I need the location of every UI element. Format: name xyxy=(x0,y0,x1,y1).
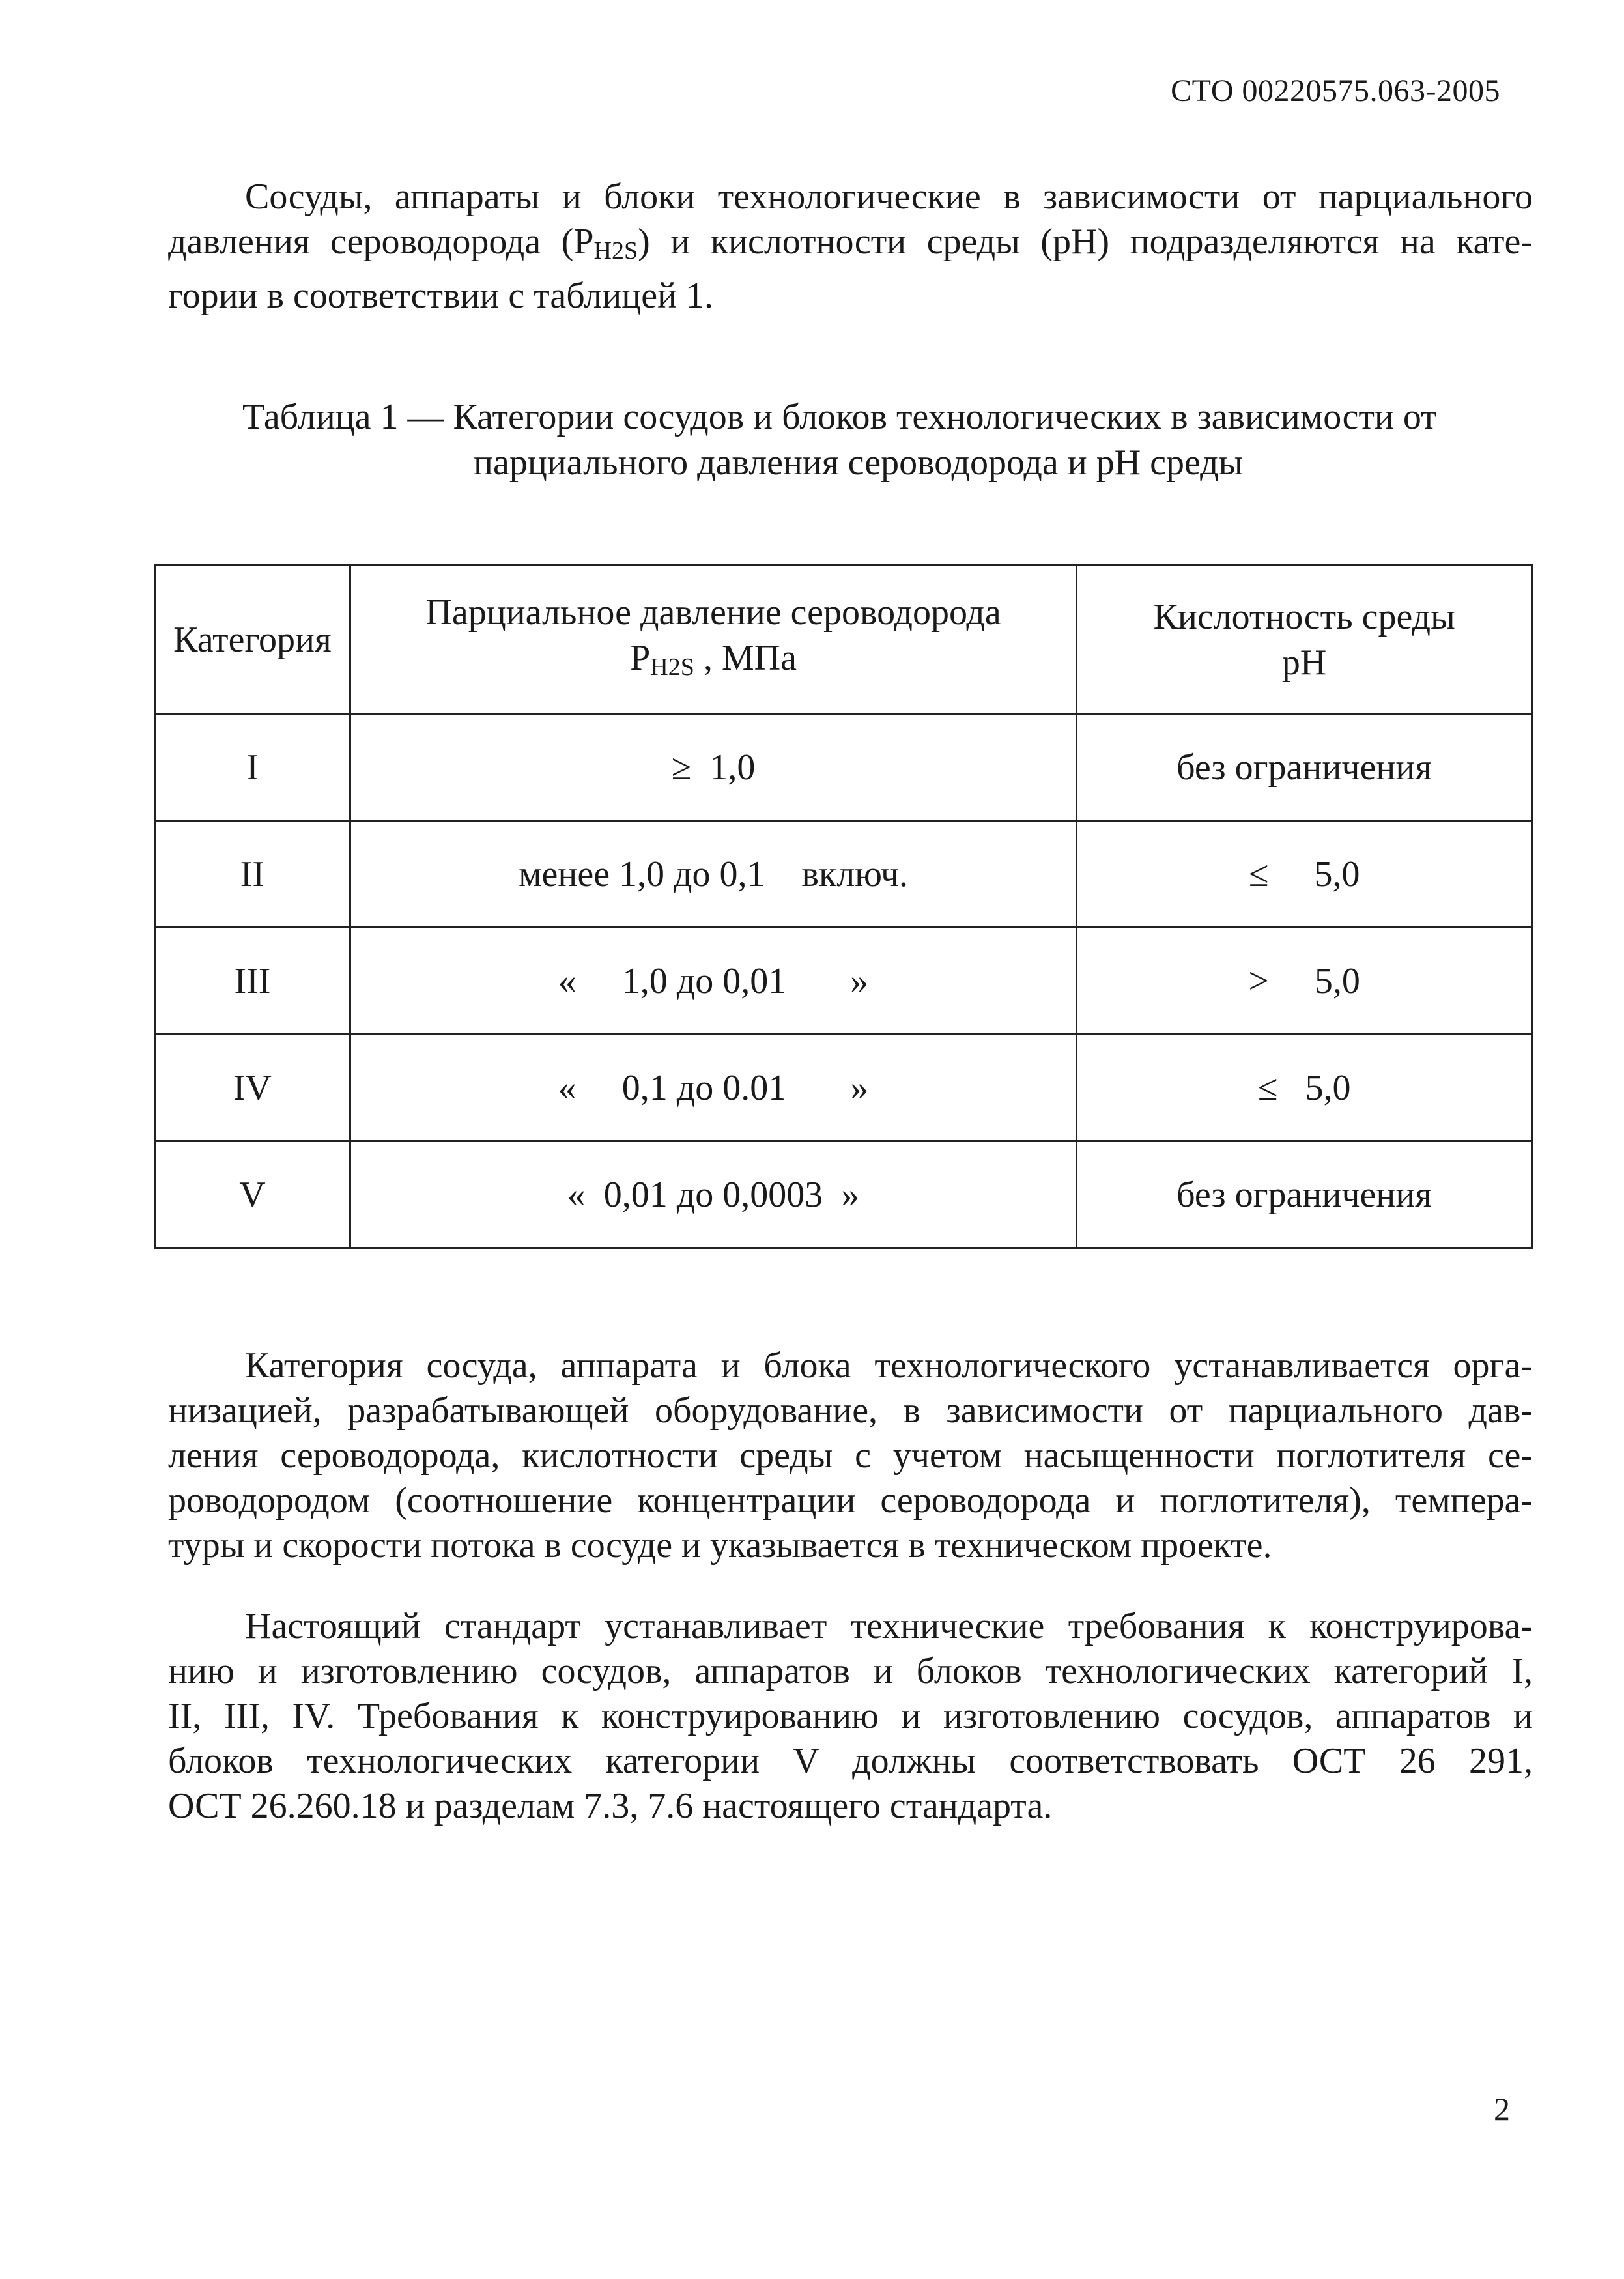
table-caption-line-2: парциального давления сероводорода и pH среды xyxy=(474,442,1244,483)
table-row xyxy=(155,714,1532,821)
cell-ph: > 5,0 xyxy=(1077,928,1532,1035)
cell-category: II xyxy=(155,821,350,928)
cell-ph: ≤ 5,0 xyxy=(1077,1035,1532,1141)
cell-category: IV xyxy=(155,1035,350,1141)
table-row xyxy=(155,1141,1532,1248)
paragraph-line: блоков технологических категории V должны соответствовать ОСТ 26 291, xyxy=(168,1741,1533,1781)
cell-ph: без ограничения xyxy=(1077,714,1532,821)
paragraph-line: Категория сосуда, аппарата и блока технологического устанавливается орга- xyxy=(245,1345,1533,1386)
cell-pressure: « 0,01 до 0,0003 » xyxy=(350,1141,1076,1248)
intro-line-3: гории в соответствии с таблицей 1. xyxy=(168,276,714,316)
intro-line-1: Сосуды, аппараты и блоки технологические в зависимости от парциального xyxy=(245,177,1533,217)
table-row xyxy=(155,821,1532,928)
table-caption xyxy=(242,394,1545,485)
cell-category: III xyxy=(155,928,350,1035)
header-pressure: Парциальное давление сероводорода $P_{H2S}$ , МПа xyxy=(350,566,1076,714)
cell-pressure: « 1,0 до 0,01 » xyxy=(350,928,1076,1035)
cell-pressure: ≥ 1,0 xyxy=(350,714,1076,821)
category-paragraph xyxy=(168,1343,1533,1568)
paragraph-line: нию и изготовлению сосудов, аппаратов и блоков технологических категорий I, xyxy=(168,1651,1533,1691)
standard-scope-paragraph xyxy=(168,1604,1533,1829)
paragraph-line: ОСТ 26.260.18 и разделам 7.3, 7.6 настоящего стандарта. xyxy=(168,1786,1053,1826)
intro-line-2: давления сероводорода $(P_{H2S})$ и кислотности среды (pH) подразделяются на кате- xyxy=(168,222,1533,265)
cell-pressure: менее 1,0 до 0,1 включ. xyxy=(350,821,1076,928)
page-number: 2 xyxy=(1494,2091,1510,2127)
paragraph-line: роводородом (соотношение концентрации сероводорода и поглотителя), темпера- xyxy=(168,1480,1533,1521)
document-code: СТО 00220575.063-2005 xyxy=(1171,74,1500,108)
paragraph-line: ления сероводорода, кислотности среды с учетом насыщенности поглотителя се- xyxy=(168,1435,1533,1476)
paragraph-line: Настоящий стандарт устанавливает технические требования к конструирова- xyxy=(245,1606,1533,1646)
cell-category: I xyxy=(155,714,350,821)
header-category: Категория xyxy=(155,566,350,714)
cell-pressure: « 0,1 до 0.01 » xyxy=(350,1035,1076,1141)
table-row xyxy=(155,928,1532,1035)
cell-category: V xyxy=(155,1141,350,1248)
paragraph-line: туры и скорости потока в сосуде и указывается в техническом проекте. xyxy=(168,1525,1272,1566)
cell-ph: без ограничения xyxy=(1077,1141,1532,1248)
table-caption-line-1: Таблица 1 — Категории сосудов и блоков технологических в зависимости от xyxy=(242,397,1437,437)
table-row xyxy=(155,1035,1532,1141)
table-header-row xyxy=(155,566,1532,714)
paragraph-line: низацией, разрабатывающей оборудование, в зависимости от парциального дав- xyxy=(168,1390,1533,1431)
intro-paragraph xyxy=(168,175,1533,319)
paragraph-line: II, III, IV. Требования к конструированию и изготовлению сосудов, аппаратов и xyxy=(168,1696,1533,1736)
categories-table xyxy=(154,564,1533,1249)
header-ph: Кислотность среды pH xyxy=(1077,566,1532,714)
cell-ph: ≤ 5,0 xyxy=(1077,821,1532,928)
